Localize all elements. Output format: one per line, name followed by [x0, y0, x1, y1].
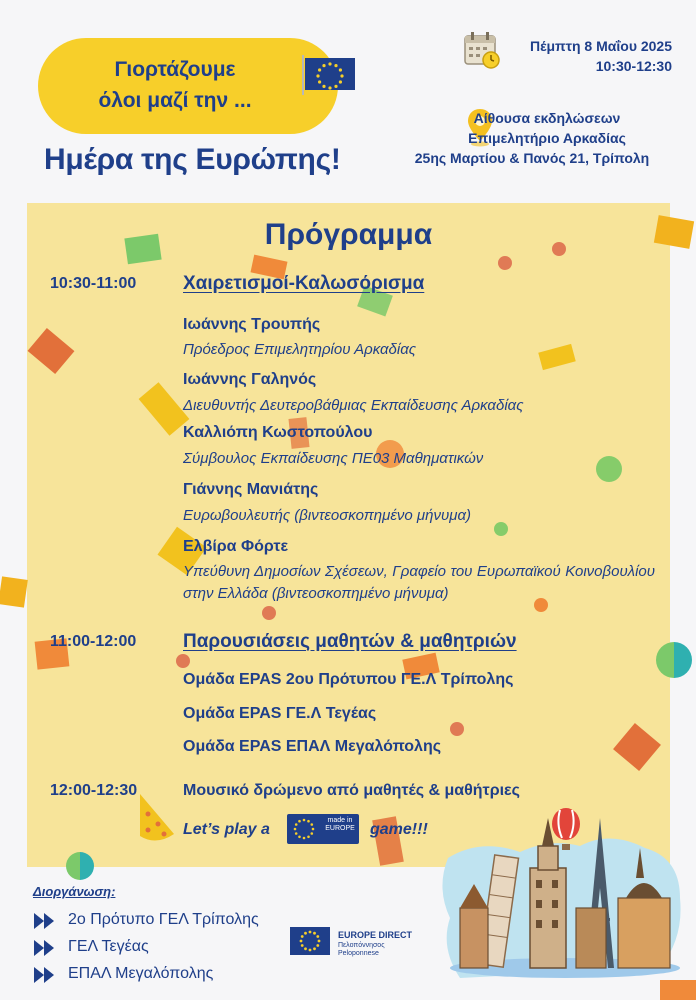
confetti	[498, 256, 512, 270]
event-venue	[414, 108, 672, 168]
calendar-icon	[463, 30, 501, 70]
header-pill	[38, 38, 338, 134]
team-item: Ομάδα EPAS ΕΠΑΛ Μεγαλόπολης	[183, 738, 442, 755]
organizer-item: ΕΠΑΛ Μεγαλόπολης	[68, 965, 214, 982]
venue-line-1: Αίθουσα εκδηλώσεων	[473, 110, 621, 126]
european-landmarks-illustration	[440, 808, 685, 988]
organizers-label: Διοργάνωση:	[33, 884, 116, 899]
page-title: Ημέρα της Ευρώπης!	[44, 143, 341, 176]
speaker-name: Ιωάννης Τρουπής	[183, 316, 321, 333]
organizer-item: ΓΕΛ Τεγέας	[68, 938, 149, 955]
confetti	[656, 642, 692, 678]
double-chevron-icon	[32, 966, 62, 984]
made-in-europe-text: made in EUROPE	[325, 817, 355, 832]
program-title: Πρόγραμμα	[264, 218, 433, 251]
time-slot-1: 10:30-11:00	[50, 275, 137, 292]
team-item: Ομάδα EPAS 2ου Πρότυπου ΓΕ.Λ Τρίπολης	[183, 671, 514, 688]
party-hat-icon	[134, 792, 176, 848]
europe-direct-subtitle: Πελοπόννησος Peloponnese	[338, 942, 385, 957]
eu-flag-icon	[300, 55, 356, 95]
speaker-name: Ελβίρα Φόρτε	[183, 538, 289, 555]
play-prefix: Let’s play a	[183, 821, 270, 838]
pill-line-1: Γιορτάζουμε	[114, 58, 236, 81]
speaker-role: Υπεύθυνη Δημοσίων Σχέσεων, Γραφείο του Ευρωπαϊκού Κοινοβουλίου στην Ελλάδα (βιντεοσκοπημένο μήνυμα)	[183, 563, 655, 602]
pill-line-2: όλοι μαζί την ...	[98, 89, 252, 112]
europe-direct-logo	[290, 927, 330, 955]
double-chevron-icon	[32, 939, 62, 957]
program-panel	[27, 203, 670, 867]
speaker-role: Σύμβουλος Εκπαίδευσης ΠΕ03 Μαθηματικών	[183, 450, 484, 467]
confetti	[262, 606, 276, 620]
speaker-role: Πρόεδρος Επιμελητηρίου Αρκαδίας	[183, 341, 417, 358]
play-suffix: game!!!	[370, 821, 428, 838]
confetti	[0, 576, 28, 607]
event-date-time	[530, 36, 672, 76]
time-slot-3: 12:00-12:30	[50, 782, 138, 799]
organizer-item: 2ο Πρότυπο ΓΕΛ Τρίπολης	[68, 911, 259, 928]
speaker-role: Ευρωβουλευτής (βιντεοσκοπημένο μήνυμα)	[183, 507, 471, 524]
event-date: Πέμπτη 8 Μαΐου 2025	[530, 38, 672, 54]
confetti	[176, 654, 190, 668]
eu-stars-icon	[290, 927, 330, 955]
section-heading-1: Χαιρετισμοί-Καλωσόρισμα	[183, 273, 425, 294]
confetti	[450, 722, 464, 736]
double-chevron-icon	[32, 912, 62, 930]
speaker-role: Διευθυντής Δευτεροβάθμιας Εκπαίδευσης Αρκαδίας	[183, 397, 524, 414]
confetti	[596, 456, 622, 482]
speaker-name: Καλλιόπη Κωστοπούλου	[183, 424, 373, 441]
event-time: 10:30-12:30	[595, 58, 672, 74]
time-slot-2: 11:00-12:00	[50, 633, 137, 650]
section-heading-2: Παρουσιάσεις μαθητών & μαθητριών	[183, 631, 517, 652]
speaker-name: Γιάννης Μανιάτης	[183, 481, 319, 498]
speaker-name: Ιωάννης Γαληνός	[183, 371, 317, 388]
confetti	[66, 852, 94, 880]
venue-address: 25ης Μαρτίου & Πανός 21, Τρίπολη	[414, 150, 650, 166]
team-item: Ομάδα EPAS ΓΕ.Λ Τεγέας	[183, 705, 377, 722]
confetti	[494, 522, 508, 536]
music-item: Μουσικό δρώμενο από μαθητές & μαθήτριες	[183, 782, 520, 799]
europe-direct-title: EUROPE DIRECT	[338, 930, 413, 940]
eu-stars-icon	[289, 814, 319, 844]
venue-line-2: Επιμελητήριο Αρκαδίας	[468, 130, 626, 146]
